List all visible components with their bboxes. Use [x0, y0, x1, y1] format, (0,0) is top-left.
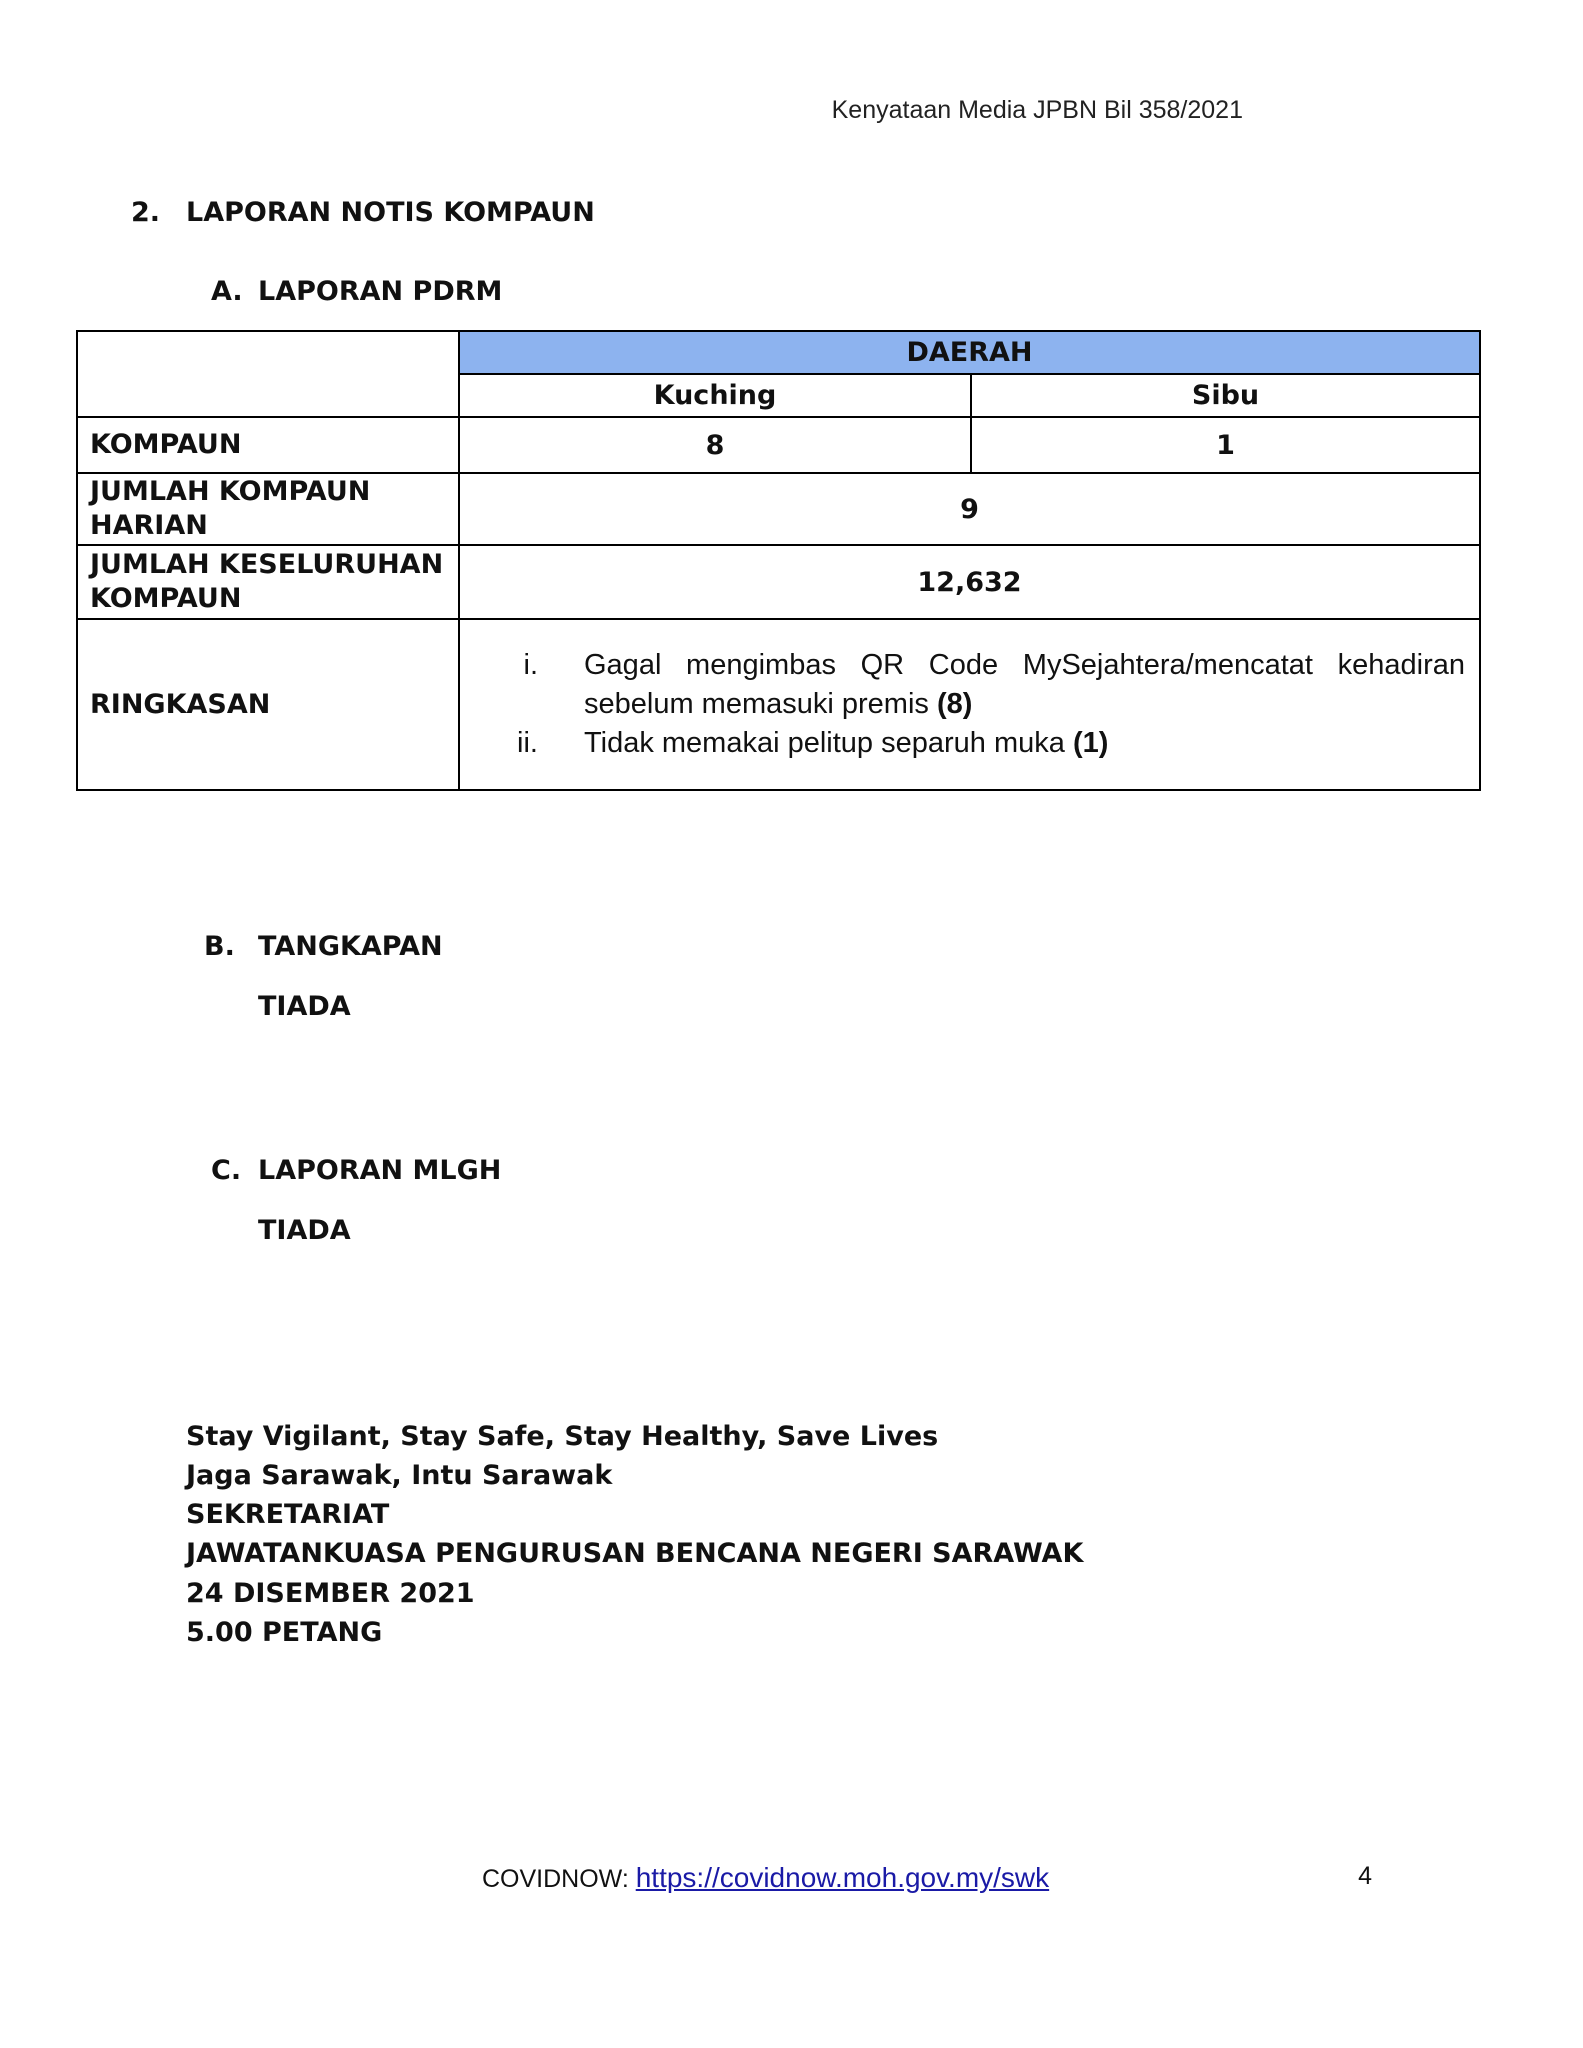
- document-reference: Kenyataan Media JPBN Bil 358/2021: [831, 96, 1243, 124]
- closing-committee: JAWATANKUASA PENGURUSAN BENCANA NEGERI SARAWAK: [186, 1538, 1084, 1569]
- summary-list: [472, 620, 1467, 789]
- summary-item-text: [584, 646, 1467, 724]
- ringkasan-cell: [459, 619, 1480, 790]
- summary-item: [472, 646, 1467, 724]
- section-number: 2.: [131, 197, 161, 228]
- summary-item-description: Tidak memakai pelitup separuh muka: [584, 727, 1065, 759]
- row-label-jumlah-keseluruhan-line2: KOMPAUN: [90, 583, 242, 614]
- subsection-b-title: TANGKAPAN: [258, 931, 443, 962]
- kompaun-kuching-value: 8: [459, 417, 971, 473]
- summary-item-number: i.: [523, 649, 538, 681]
- subsection-c-body: TIADA: [258, 1215, 351, 1246]
- row-label-kompaun: KOMPAUN: [77, 417, 459, 473]
- compound-report-table: [76, 330, 1481, 791]
- row-label-ringkasan: RINGKASAN: [77, 619, 459, 790]
- row-label-jumlah-harian: [77, 473, 459, 545]
- subsection-a-title: LAPORAN PDRM: [258, 276, 503, 307]
- summary-item-text: [584, 724, 1467, 763]
- closing-date: 24 DISEMBER 2021: [186, 1578, 475, 1609]
- subsection-c-letter: C.: [211, 1155, 242, 1186]
- summary-item: [472, 724, 1467, 763]
- summary-item-number: ii.: [517, 727, 538, 759]
- closing-secretariat: SEKRETARIAT: [186, 1499, 390, 1530]
- district-header-sibu: Sibu: [971, 374, 1480, 417]
- row-label-jumlah-keseluruhan-line1: JUMLAH KESELURUHAN: [90, 549, 444, 580]
- row-label-jumlah-keseluruhan: [77, 545, 459, 619]
- summary-item-count: (1): [1072, 727, 1109, 759]
- covidnow-link[interactable]: https://covidnow.moh.gov.my/swk: [635, 1862, 1050, 1893]
- closing-slogan: Stay Vigilant, Stay Safe, Stay Healthy, Save Lives: [186, 1421, 939, 1452]
- footer-label: COVIDNOW:: [482, 1865, 636, 1893]
- kompaun-sibu-value: 1: [971, 417, 1480, 473]
- page-number: 4: [1358, 1862, 1372, 1890]
- subsection-b-body: TIADA: [258, 991, 351, 1022]
- closing-tagline: Jaga Sarawak, Intu Sarawak: [186, 1460, 613, 1491]
- district-group-header: DAERAH: [459, 331, 1480, 374]
- summary-item-count: (8): [936, 688, 973, 720]
- row-label-jumlah-harian-line2: HARIAN: [90, 510, 208, 541]
- row-label-jumlah-harian-line1: JUMLAH KOMPAUN: [90, 476, 371, 507]
- summary-item-description: Gagal mengimbas QR Code MySejahtera/mencatat kehadiran sebelum memasuki premis: [584, 649, 1465, 720]
- jumlah-harian-value: 9: [459, 473, 1480, 545]
- district-header-kuching: Kuching: [459, 374, 971, 417]
- section-title: LAPORAN NOTIS KOMPAUN: [186, 197, 595, 228]
- closing-time: 5.00 PETANG: [186, 1617, 383, 1648]
- subsection-b-letter: B.: [204, 931, 235, 962]
- jumlah-keseluruhan-value: 12,632: [459, 545, 1480, 619]
- table-corner-cell: [77, 331, 459, 417]
- subsection-c-title: LAPORAN MLGH: [258, 1155, 502, 1186]
- subsection-a-letter: A.: [211, 276, 243, 307]
- footer: [482, 1862, 1049, 1894]
